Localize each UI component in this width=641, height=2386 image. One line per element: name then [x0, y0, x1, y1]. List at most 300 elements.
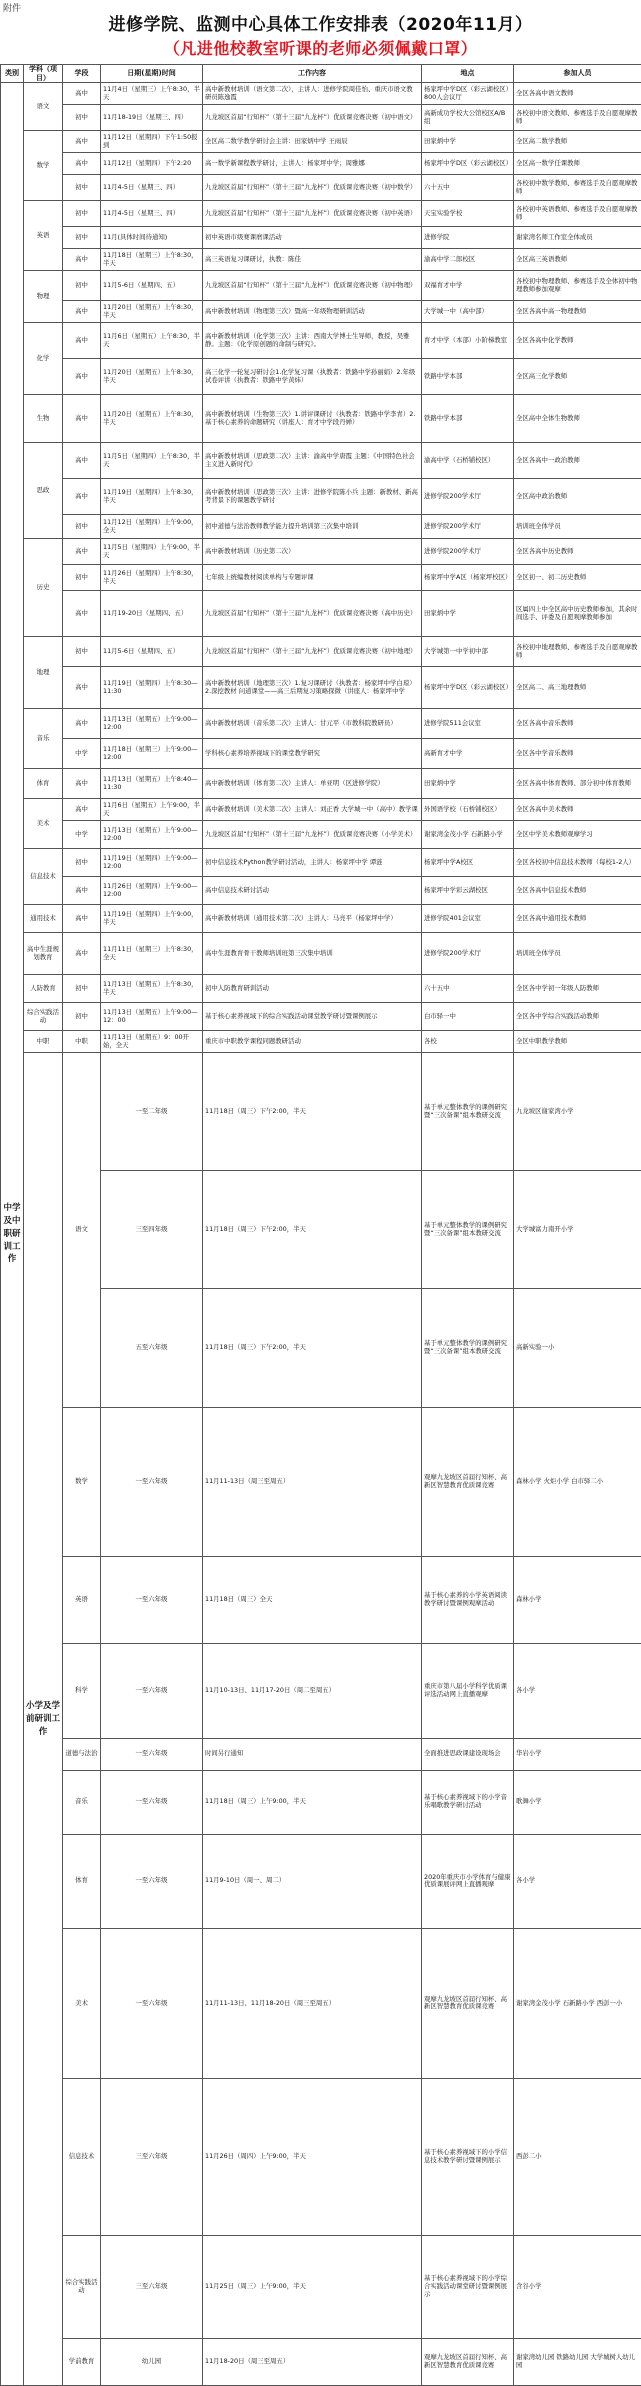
content-cell: 基于单元整体教学的课例研究暨“三次备课”组本教研交流 [422, 1053, 514, 1171]
place-cell: 进修学院200学术厅 [422, 515, 514, 539]
people-cell: 全区各中学综合实践活动教师 [514, 1003, 641, 1031]
content-cell: 高三英语复习课研讨，执教：陈佳 [203, 249, 422, 271]
date-cell: 11月18日（星期三）上午8:30，半天 [101, 249, 203, 271]
people-cell: 全区高中政治教师 [514, 479, 641, 515]
content-cell: 基于单元整体教学的课例研究暨“三次备课”组本教研交流 [422, 1171, 514, 1289]
date-cell: 11月13日（星期五）上午9:00—12:00 [101, 821, 203, 849]
segment-cell: 初中 [63, 637, 101, 667]
content-cell: 高中新教材培训（生物第三次）1.讲评课研讨（执教者：铁路中学李青）2.基于核心素养的命题研究（讲座人：育才中学段丹婵） [203, 395, 422, 443]
content-cell: 九龙坡区首届“行知杯”（第十三届“九龙杯”）优质课竞赛决赛（初中语文） [203, 105, 422, 131]
segment-cell: 高中 [63, 83, 101, 105]
content-cell: 基于核心素养视域下的综合实践活动课堂教学研讨暨课例展示 [203, 1003, 422, 1031]
place-cell: 高新成功学校大公馆校区A/B组 [422, 105, 514, 131]
place-cell: 田家炳中学 [422, 591, 514, 637]
subject-cell: 综合实践活动 [24, 1003, 63, 1031]
subject-cell: 英语 [24, 201, 63, 271]
header-place: 地点 [422, 65, 514, 83]
table-row [1, 2235, 641, 2338]
page-subtitle: （凡进他校教室听课的老师必须佩戴口罩） [0, 36, 641, 59]
people-cell: 全区各高中历史教师 [514, 539, 641, 565]
table-row [1, 1003, 641, 1031]
people-cell: 培训班全体学员 [514, 515, 641, 539]
content-cell: 初中英语市级赛课磨课活动 [203, 227, 422, 249]
people-cell: 全区各高中信息技术教师 [514, 877, 641, 905]
place-cell: 杨家坪中学A区（杨家坪校区） [422, 565, 514, 591]
table-row [1, 637, 641, 667]
place-cell: 杨家坪中学D区（彩云湖校区） [422, 667, 514, 709]
segment-cell: 初中 [63, 515, 101, 539]
place-cell: 天宝实验学校 [422, 201, 514, 227]
people-cell: 全区中学美术教师观摩学习 [514, 821, 641, 849]
table-row [1, 515, 641, 539]
people-cell: 全区高三英语教师 [514, 249, 641, 271]
date-cell: 11月12日（星期四）下午1:50报到 [101, 131, 203, 153]
segment-cell: 高中 [63, 709, 101, 739]
table-row [1, 821, 641, 849]
segment-cell: 高中 [63, 905, 101, 933]
subject-cell: 综合实践活动 [63, 2235, 101, 2338]
place-cell: 高新育才中学 [422, 739, 514, 769]
people-cell: 全区各高中音乐教师 [514, 709, 641, 739]
people-cell: 全区高一数学任课教师 [514, 153, 641, 175]
table-row [1, 271, 641, 301]
segment-cell: 初中 [63, 175, 101, 201]
segment-cell: 高中 [63, 301, 101, 323]
place-cell: 双福育才中学 [422, 271, 514, 301]
place-cell: 进修学院200学术厅 [422, 479, 514, 515]
table-row [1, 1557, 641, 1644]
subject-cell: 学前教育 [63, 2338, 101, 2386]
segment-cell: 初中 [63, 105, 101, 131]
place-cell: 杨家坪中学D区（彩云湖校区） [422, 153, 514, 175]
content-cell: 高中信息技术研讨活动 [203, 877, 422, 905]
date-cell: 11月20日（星期五）上午8:30，半天 [101, 395, 203, 443]
content-cell: 九龙坡区首届“行知杯”（第十三届“九龙杯”）优质课竞赛决赛（初中地理） [203, 637, 422, 667]
content-cell: 基于核心素养视域下的小学信息技术教学研讨暨课例展示 [422, 2078, 514, 2235]
place-cell: 杨家坪中学D区（彩云湖校区）800人会议厅 [422, 83, 514, 105]
place-cell: 渝高中学二郎校区 [422, 249, 514, 271]
subject-cell: 信息技术 [63, 2078, 101, 2235]
table-row [1, 667, 641, 709]
segment-cell: 高中 [63, 877, 101, 905]
table-row [1, 105, 641, 131]
date-cell: 11月5-6日（星期四、五） [101, 271, 203, 301]
date-cell: 11月13日（星期五）上午8:40—11:30 [101, 769, 203, 799]
place-cell: 谢家湾幼儿园 铁路幼儿园 大学城树人幼儿园 [514, 2338, 641, 2386]
table-row [1, 359, 641, 395]
people-cell: 全区初一、初二历史教师 [514, 565, 641, 591]
table-row [1, 539, 641, 565]
table-row [1, 799, 641, 821]
segment-cell: 一至六年级 [101, 1557, 203, 1644]
schedule-table [0, 64, 641, 2386]
schedule-body [1, 83, 641, 2386]
table-row [1, 395, 641, 443]
segment-cell: 初中 [63, 849, 101, 877]
segment-cell: 中职 [63, 1031, 101, 1053]
segment-cell: 高中 [63, 667, 101, 709]
date-cell: 11月19日（星期四）上午9:00—12:00 [101, 849, 203, 877]
header-people: 参加人员 [514, 65, 641, 83]
date-cell: 11月11日（星期三）上午8:30，全天 [101, 933, 203, 975]
table-row [1, 175, 641, 201]
content-cell: 观摩九龙坡区首届行知杯、高新区智慧教育优质课竞赛 [422, 1407, 514, 1556]
header-date: 日期(星期)时间 [101, 65, 203, 83]
segment-cell: 一至六年级 [101, 1407, 203, 1556]
people-cell: 全区各高中一政治教师 [514, 443, 641, 479]
date-cell: 11月13日（星期五）9：00开始，全天 [101, 1031, 203, 1053]
content-cell: 高中新教材培训（通用技术第二次）主讲人：马亮平（杨家坪中学） [203, 905, 422, 933]
table-row [1, 2078, 641, 2235]
content-cell: 九龙坡区首届“行知杯”（第十三届“九龙杯”）优质课竞赛决赛（初中英语） [203, 201, 422, 227]
table-row [1, 2338, 641, 2386]
subject-cell: 物理 [24, 271, 63, 323]
people-cell: 全区各高中高一物理教师 [514, 301, 641, 323]
subject-cell: 化学 [24, 323, 63, 395]
place-cell: 田家炳中学 [422, 769, 514, 799]
segment-cell: 初中 [63, 271, 101, 301]
table-row [1, 1929, 641, 2078]
date-cell: 11月13日（星期五）上午8:30，半天 [101, 975, 203, 1003]
segment-cell: 高中 [63, 799, 101, 821]
table-row [1, 933, 641, 975]
place-cell: 杨家坪中学彩云湖校区 [422, 877, 514, 905]
subject-cell: 人防教育 [24, 975, 63, 1003]
date-cell: 11月5-6日（星期四、五） [101, 637, 203, 667]
attachment-label: 附件 [3, 1, 21, 14]
segment-cell: 一至六年级 [101, 1929, 203, 2078]
segment-cell: 初中 [63, 1003, 101, 1031]
content-cell: 高中新教材培训（美术第二次）主讲人：刘正香 大学城一中（高中）教学课 [203, 799, 422, 821]
date-cell: 11月4日（星期三）上午8:30，半天 [101, 83, 203, 105]
people-cell: 各校初中语文教师、参赛选手及自愿观摩教师 [514, 105, 641, 131]
people-cell: 全区中职教学教师 [514, 1031, 641, 1053]
table-row [1, 877, 641, 905]
place-cell: 育才中学（本部）小阶梯教室 [422, 323, 514, 359]
place-cell: 铁路中学本部 [422, 359, 514, 395]
people-cell: 培训班全体学员 [514, 933, 641, 975]
content-cell: 初中人防教育研训活动 [203, 975, 422, 1003]
place-cell: 大学城第一中学初中部 [422, 637, 514, 667]
people-cell: 全区高二、高三地理教师 [514, 667, 641, 709]
table-row [1, 1771, 641, 1835]
segment-cell: 三至六年级 [101, 2235, 203, 2338]
segment-cell: 三至四年级 [101, 1171, 203, 1289]
people-cell: 各校初中英语教师、参赛选手及自愿观摩教师 [514, 201, 641, 227]
place-cell: 歌舞小学 [514, 1771, 641, 1835]
content-cell: 学科核心素养培养视域下的课堂教学研究 [203, 739, 422, 769]
header-content: 工作内容 [203, 65, 422, 83]
segment-cell: 一至六年级 [101, 1738, 203, 1770]
content-cell: 九龙坡区首届“行知杯”（第十三届“九龙杯”）优质课竞赛决赛（高中历史） [203, 591, 422, 637]
table-row [1, 565, 641, 591]
people-cell: 全区高中全体生物教师 [514, 395, 641, 443]
date-cell: 时间另行通知 [203, 1738, 422, 1770]
table-row [1, 1738, 641, 1770]
date-cell: 11月(具体时间待通知) [101, 227, 203, 249]
place-cell: 谢家湾金茂小学 石新路小学 [422, 821, 514, 849]
people-cell: 全区各高中体育教师、部分初中体育教师 [514, 769, 641, 799]
place-cell: 外国语学校（石桥铺校区） [422, 799, 514, 821]
segment-cell: 初中 [63, 975, 101, 1003]
table-row [1, 323, 641, 359]
place-cell: 铁路中学本部 [422, 395, 514, 443]
content-cell: 观摩九龙坡区首届行知杯、高新区智慧教育优质课竞赛 [422, 1929, 514, 2078]
content-cell: 重庆市第八届小学科学优质课评选活动网上直播观摩 [422, 1644, 514, 1739]
content-cell: 高中新教材培训（思政第三次）主讲：进修学院陈小兵 主题：新教材、新高考背景下的课题教学研讨 [203, 479, 422, 515]
content-cell: 高中新教材培训（音乐第二次）主讲人：甘元平（市教科院教研员） [203, 709, 422, 739]
content-cell: 全面推进思政课建设现场会 [422, 1738, 514, 1770]
segment-cell: 一至六年级 [101, 1644, 203, 1739]
segment-cell: 幼儿园 [101, 2338, 203, 2386]
place-cell: 进修学院511会议室 [422, 709, 514, 739]
segment-cell: 高中 [63, 323, 101, 359]
people-cell: 各校初中物理教师、参赛选手及全体初中物理教师参加观摩 [514, 271, 641, 301]
content-cell: 基于单元整体教学的课例研究暨“三次备课”组本教研交流 [422, 1289, 514, 1407]
content-cell: 初中道德与法治教师教学能力提升培训第三次集中培训 [203, 515, 422, 539]
date-cell: 11月5日（星期四）上午8:30，半天 [101, 443, 203, 479]
date-cell: 11月19日（星期四）上午8:30，半天 [101, 479, 203, 515]
segment-cell: 高中 [63, 131, 101, 153]
table-row [1, 591, 641, 637]
people-cell: 各校初中地理教师、参赛选手及自愿观摩教师 [514, 637, 641, 667]
segment-cell: 高中 [63, 933, 101, 975]
table-row [1, 1834, 641, 1929]
place-cell: 进修学院 [422, 227, 514, 249]
content-cell: 九龙坡区首届“行知杯”（第十三届“九龙杯”）优质课竞赛决赛（初中物理） [203, 271, 422, 301]
content-cell: 高中新教材培训（物理第三次）暨高一年级物理研训活动 [203, 301, 422, 323]
content-cell: 全区高二数学教学研讨会主讲：田家炳中学 王雨辰 [203, 131, 422, 153]
table-row [1, 1644, 641, 1739]
place-cell: 大学城一中（高中部） [422, 301, 514, 323]
category-cell: 小学及学前研训工作 [24, 1053, 63, 2386]
people-cell: 全区各高中语文教师 [514, 83, 641, 105]
people-cell: 各校初中数学教师、参赛选手及自愿观摩教师 [514, 175, 641, 201]
date-cell: 11月18-20日（周三至周五） [203, 2338, 422, 2386]
subject-cell: 科学 [63, 1644, 101, 1739]
segment-cell: 高中 [63, 539, 101, 565]
content-cell: 高中生涯教育骨干教师培训班第三次集中培训 [203, 933, 422, 975]
date-cell: 11月19日（星期四）上午9:00，半天 [101, 905, 203, 933]
place-cell: 各小学 [514, 1834, 641, 1929]
date-cell: 11月12日（星期四）下午2:20 [101, 153, 203, 175]
table-row [1, 1031, 641, 1053]
table-row [1, 131, 641, 153]
date-cell: 11月5日（星期四）上午9:00，半天 [101, 539, 203, 565]
subject-cell: 道德与法治 [63, 1738, 101, 1770]
subject-cell: 数学 [24, 131, 63, 201]
subject-cell: 语文 [24, 83, 63, 131]
date-cell: 11月10-13日、11月17-20日（周二至周五） [203, 1644, 422, 1739]
segment-cell: 中学 [63, 821, 101, 849]
subject-cell: 思政 [24, 443, 63, 539]
table-row [1, 905, 641, 933]
segment-cell: 高中 [63, 153, 101, 175]
date-cell: 11月12日（星期四）上午9:00，全天 [101, 515, 203, 539]
place-cell: 九龙坡区谢家湾小学 [514, 1053, 641, 1171]
content-cell: 高一数学新课程教学研讨，主讲人：杨家坪中学；周雅娜 [203, 153, 422, 175]
segment-cell: 高中 [63, 479, 101, 515]
date-cell: 11月25日（周三）上午9:00，半天 [203, 2235, 422, 2338]
segment-cell: 初中 [63, 201, 101, 227]
subject-cell: 音乐 [63, 1771, 101, 1835]
place-cell: 杨家坪中学A校区 [422, 849, 514, 877]
date-cell: 11月13日（星期五）上午9:00—12:00 [101, 709, 203, 739]
content-cell: 基于核心素养的小学英语阅读教学研讨暨课例观摩活动 [422, 1557, 514, 1644]
segment-cell: 五至六年级 [101, 1289, 203, 1407]
segment-cell: 一至六年级 [101, 1771, 203, 1835]
table-row [1, 153, 641, 175]
category-cell: 中学及中职研训工作 [1, 83, 24, 2386]
table-row [1, 227, 641, 249]
subject-cell: 中职 [24, 1031, 63, 1053]
content-cell: 观摩九龙坡区首届行知杯、高新区智慧教育优质课竞赛 [422, 2338, 514, 2386]
date-cell: 11月11-13日（周三至周五） [203, 1407, 422, 1556]
segment-cell: 中学 [63, 739, 101, 769]
date-cell: 11月6日（星期五）上午8:30，半天 [101, 323, 203, 359]
date-cell: 11月26日（星期四）上午9:00—12:00 [101, 877, 203, 905]
date-cell: 11月26日（星期四）上午8:30，半天 [101, 565, 203, 591]
place-cell: 森林小学 [514, 1557, 641, 1644]
date-cell: 11月26日（周四）上午9:00，半天 [203, 2078, 422, 2235]
subject-cell: 生物 [24, 395, 63, 443]
place-cell: 西彭二小 [514, 2078, 641, 2235]
content-cell: 高中新教材培训（历史第二次） [203, 539, 422, 565]
place-cell: 谢家湾金茂小学 石新路小学 西彭一小 [514, 1929, 641, 2078]
date-cell: 11月18日（周三）上午9:00，半天 [203, 1771, 422, 1835]
subject-cell: 数学 [63, 1407, 101, 1556]
place-cell: 白市驿一中 [422, 1003, 514, 1031]
place-cell: 渝高中学（石桥铺校区） [422, 443, 514, 479]
people-cell: 区属四上中全区高中历史教师参加，其余时间选手、评委及自愿观摩教师参加 [514, 591, 641, 637]
table-row [1, 249, 641, 271]
place-cell: 各校 [422, 1031, 514, 1053]
content-cell: 2020年重庆市小学体育与健康优质课展评网上直播观摩 [422, 1834, 514, 1929]
subject-cell: 信息技术 [24, 849, 63, 905]
subject-cell: 高中生涯规划教育 [24, 933, 63, 975]
table-row [1, 769, 641, 799]
segment-cell: 高中 [63, 769, 101, 799]
place-cell: 六十五中 [422, 175, 514, 201]
place-cell: 田家炳中学 [422, 131, 514, 153]
segment-cell: 一至六年级 [101, 1834, 203, 1929]
segment-cell: 初中 [63, 565, 101, 591]
table-row [1, 709, 641, 739]
subject-cell: 体育 [24, 769, 63, 799]
place-cell: 大学城富力南开小学 [514, 1171, 641, 1289]
subject-cell: 音乐 [24, 709, 63, 769]
date-cell: 11月20日（星期五）上午8:30，半天 [101, 359, 203, 395]
content-cell: 高中新教材培训（思政第二次）主讲：渝高中学唐霞 主题：《中国特色社会主义进入新时代》 [203, 443, 422, 479]
segment-cell: 高中 [63, 443, 101, 479]
people-cell: 全区各中学音乐教师 [514, 739, 641, 769]
people-cell: 谢家湾名师工作室全体成员 [514, 227, 641, 249]
table-row [1, 83, 641, 105]
subject-cell: 美术 [24, 799, 63, 849]
content-cell: 九龙坡区首届“行知杯”（第十三届“九龙杯”）优质课竞赛决赛（小学美术） [203, 821, 422, 849]
date-cell: 11月13日（星期五）上午9:00—12：00 [101, 1003, 203, 1031]
segment-cell: 高中 [63, 591, 101, 637]
place-cell: 含谷小学 [514, 2235, 641, 2338]
place-cell: 华岩小学 [514, 1738, 641, 1770]
date-cell: 11月20日（星期五）上午8:30，半天 [101, 301, 203, 323]
table-row [1, 443, 641, 479]
date-cell: 11月18日（周三）下午2:00，半天 [203, 1171, 422, 1289]
content-cell: 基于核心素养视域下的小学综合实践活动课堂研讨暨课例展示 [422, 2235, 514, 2338]
content-cell: 高中新教材培训（地理第三次）1.复习课研讨（执教者：杨家坪中学白琼）2.深挖教材 问道课堂——高三后期复习策略探微（讲座人：杨家坪中学 [203, 667, 422, 709]
segment-cell: 高中 [63, 395, 101, 443]
subject-cell: 地理 [24, 637, 63, 709]
segment-cell: 高中 [63, 249, 101, 271]
date-cell: 11月4-5日（星期三、四） [101, 201, 203, 227]
table-row [1, 479, 641, 515]
people-cell: 全区各校初中信息技术教师（每校1-2人） [514, 849, 641, 877]
segment-cell: 三至六年级 [101, 2078, 203, 2235]
place-cell: 进修学院401会议室 [422, 905, 514, 933]
table-row [1, 849, 641, 877]
content-cell: 高中新教材培训（化学第三次）主讲：西南大学博士生导师，教授，吴雅静。主题：《化学原创题的命制与研究》。 [203, 323, 422, 359]
subject-cell: 美术 [63, 1929, 101, 2078]
segment-cell: 高中 [63, 359, 101, 395]
people-cell: 全区各中学初一年级人防教师 [514, 975, 641, 1003]
date-cell: 11月4-5日（星期三、四） [101, 175, 203, 201]
header-segment: 学段 [63, 65, 101, 83]
table-row [1, 201, 641, 227]
place-cell: 森林小学 火炬小学 白市驿二小 [514, 1407, 641, 1556]
place-cell: 进修学院200学术厅 [422, 539, 514, 565]
date-cell: 11月18日（周三）全天 [203, 1557, 422, 1644]
table-header-row [1, 65, 641, 83]
header-category: 类别 [1, 65, 24, 83]
content-cell: 高中新教材培训（语文第二次），主讲人：进修学院周佳怡、重庆市语文教研员陈逸霞 [203, 83, 422, 105]
date-cell: 11月18日（周三）下午2:00，半天 [203, 1289, 422, 1407]
date-cell: 11月18日（星期三）上午9:00—12:00 [101, 739, 203, 769]
content-cell: 七年级上统编教材阅读单构与专题评课 [203, 565, 422, 591]
content-cell: 初中信息技术Python教学研讨活动，主讲人：杨家坪中学 谭涟 [203, 849, 422, 877]
people-cell: 全区高三化学教师 [514, 359, 641, 395]
date-cell: 11月19-20日（星期四、五） [101, 591, 203, 637]
header-subject: 学科（项目） [24, 65, 63, 83]
date-cell: 11月19日（星期四）上午8:30—11:30 [101, 667, 203, 709]
table-row [1, 301, 641, 323]
date-cell: 11月18-19日（星期三、四） [101, 105, 203, 131]
subject-cell: 历史 [24, 539, 63, 637]
subject-cell: 体育 [63, 1834, 101, 1929]
place-cell: 进修学院200学术厅 [422, 933, 514, 975]
date-cell: 11月18日（周三）下午2:00，半天 [203, 1053, 422, 1171]
date-cell: 11月9-10日（周一、周二） [203, 1834, 422, 1929]
place-cell: 各小学 [514, 1644, 641, 1739]
table-row [1, 739, 641, 769]
people-cell: 全区各高中化学教师 [514, 323, 641, 359]
subject-cell: 语文 [63, 1053, 101, 1408]
place-cell: 高新实验一小 [514, 1289, 641, 1407]
date-cell: 11月11-13日、11月18-20日（周三至周五） [203, 1929, 422, 2078]
page-title: 进修学院、监测中心具体工作安排表（2020年11月） [0, 10, 641, 35]
table-row [1, 975, 641, 1003]
segment-cell: 初中 [63, 227, 101, 249]
people-cell: 全区高二数学教师 [514, 131, 641, 153]
date-cell: 11月6日（星期五）上午9:00，半天 [101, 799, 203, 821]
content-cell: 基于核心素养视域下的小学音乐唱歌教学研讨活动 [422, 1771, 514, 1835]
place-cell: 六十五中 [422, 975, 514, 1003]
content-cell: 高中新教材培训（体育第二次）主讲人：单亚明（区进修学院） [203, 769, 422, 799]
people-cell: 全区各高中美术教师 [514, 799, 641, 821]
segment-cell: 一至二年级 [101, 1053, 203, 1171]
subject-cell: 通用技术 [24, 905, 63, 933]
content-cell: 高三化学一轮复习研讨会1.化学复习课（执教者：铁路中学孙丽娟）2.年级试卷评讲（执教者：铁路中学黄炜） [203, 359, 422, 395]
content-cell: 重庆市中职教学课程同题教研活动 [203, 1031, 422, 1053]
